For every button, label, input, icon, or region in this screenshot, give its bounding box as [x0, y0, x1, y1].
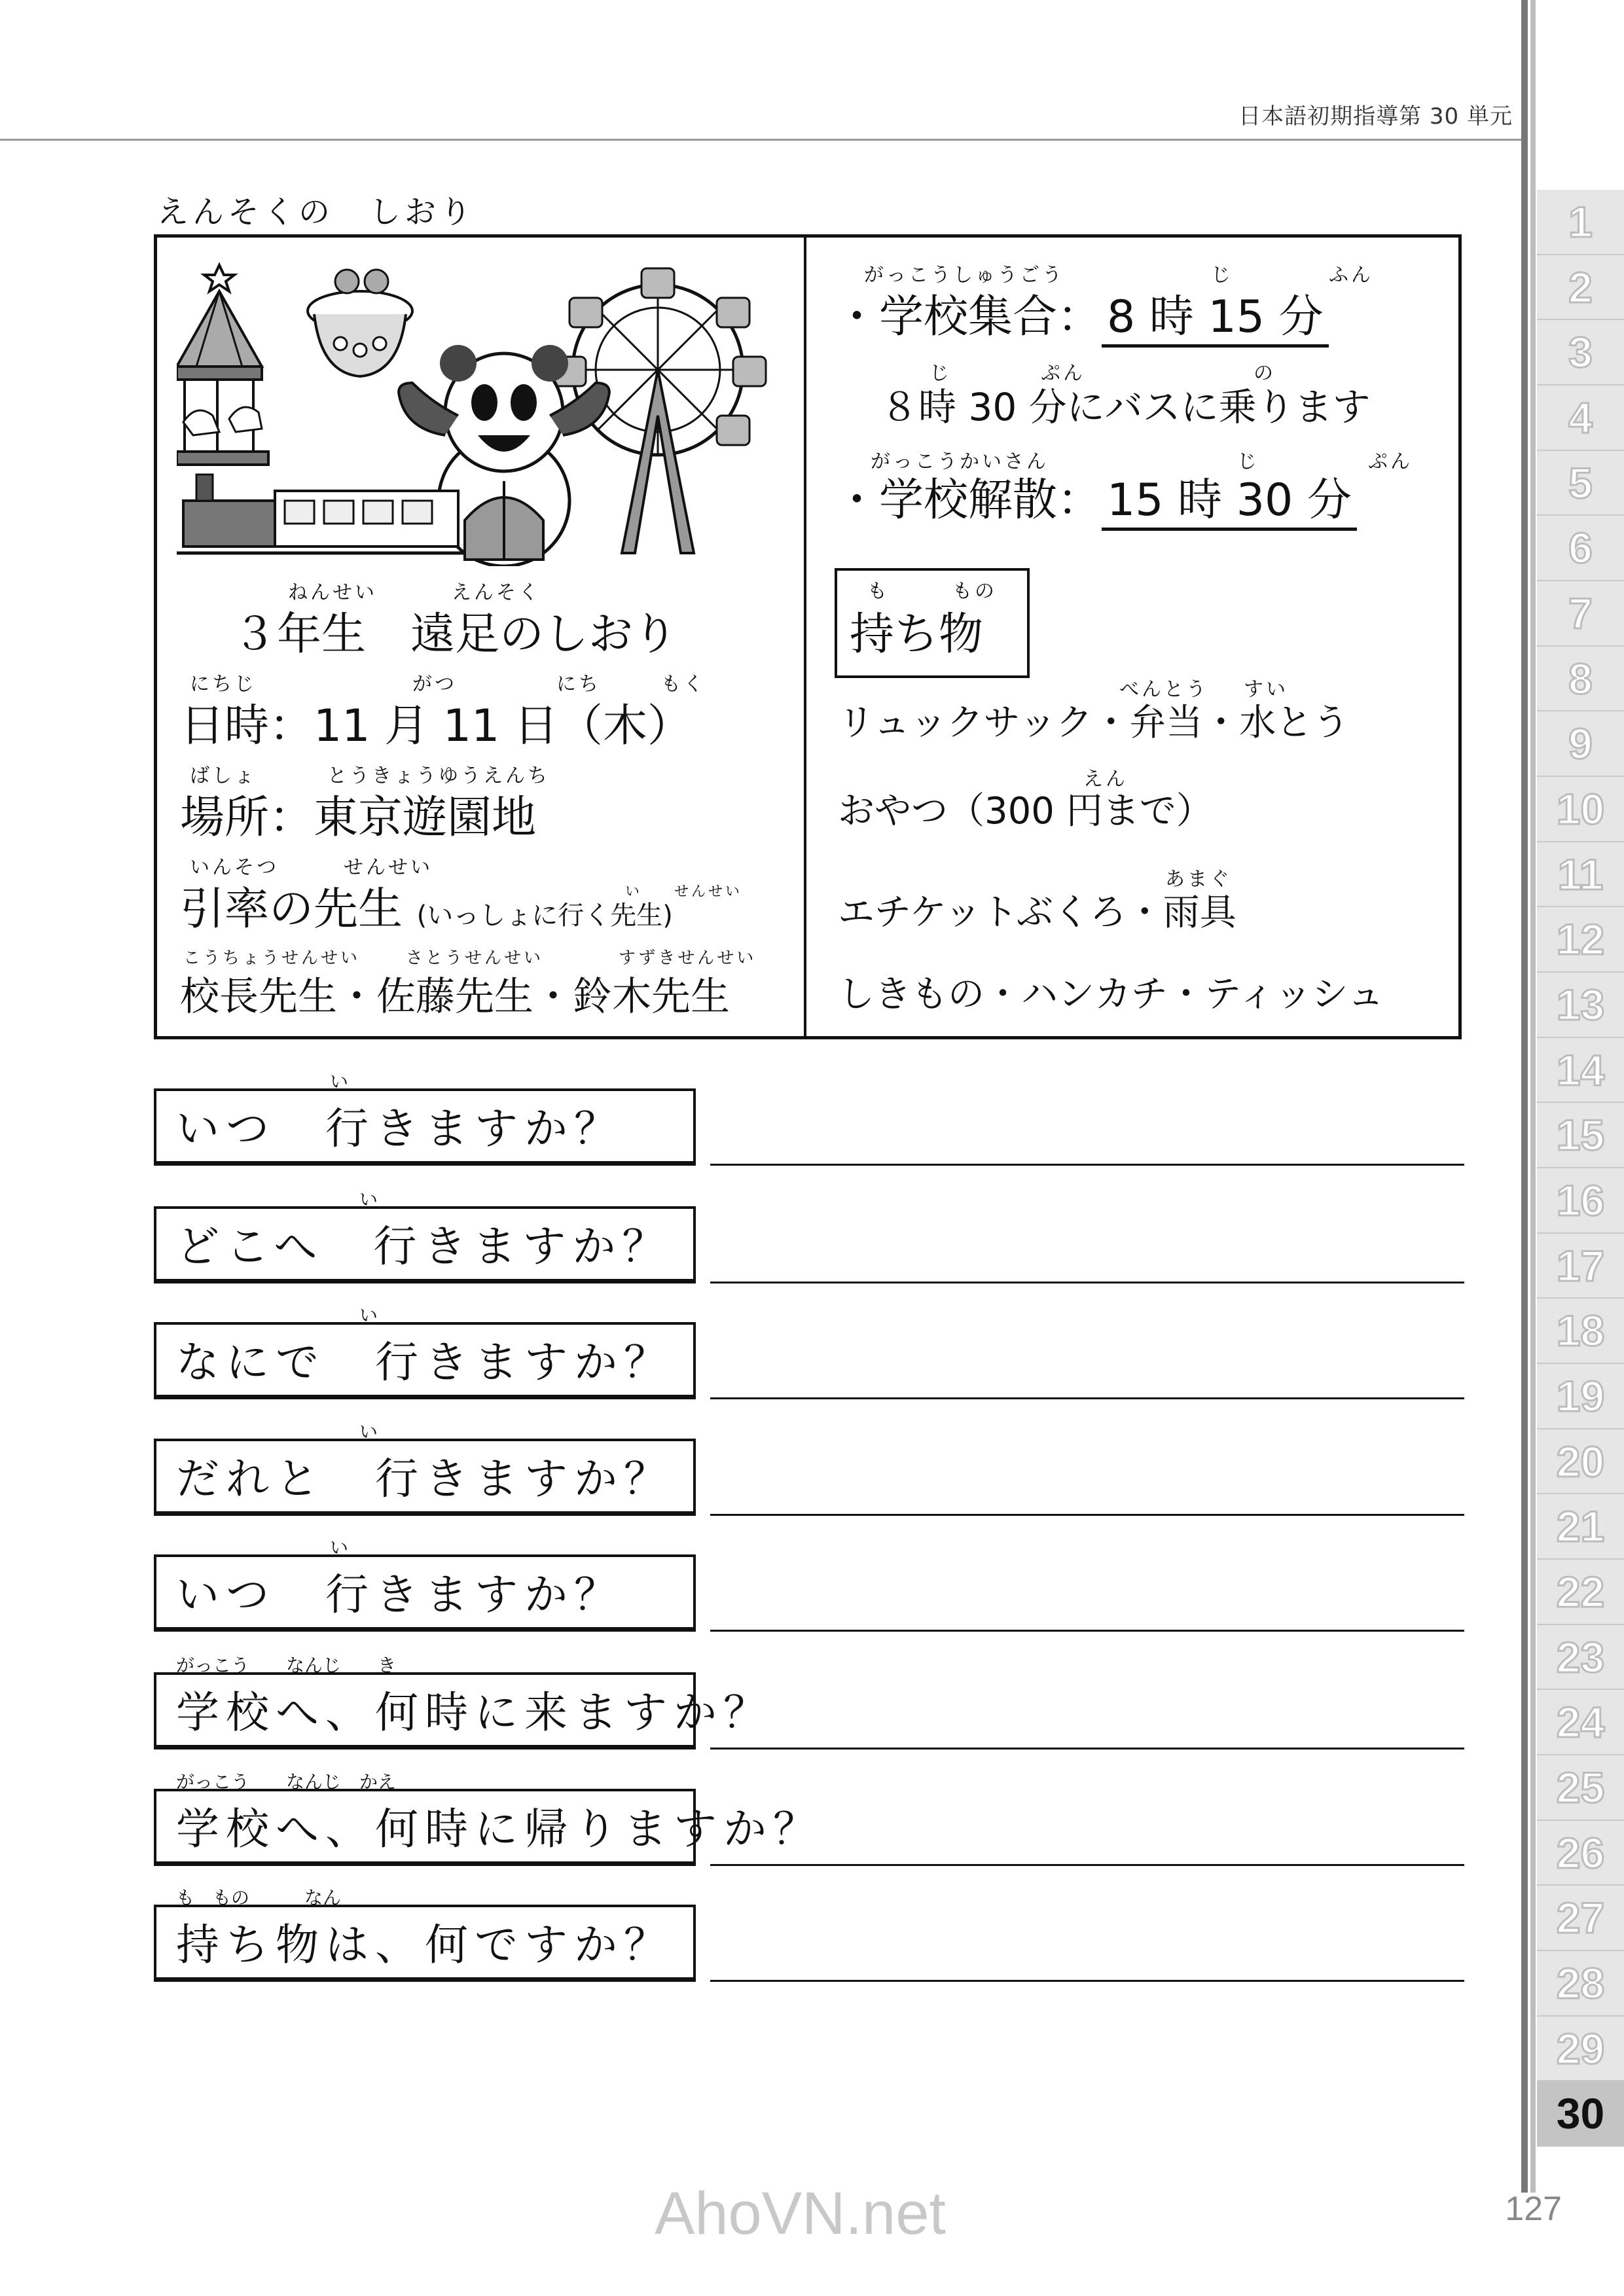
ruby: こうちょうせんせい [183, 948, 361, 968]
unit-tab: 30 [1537, 2081, 1624, 2145]
question-ruby: い [359, 1304, 378, 1326]
ruby: えんそく [452, 581, 541, 604]
question-box [154, 1771, 823, 1866]
ruby: えん [1083, 768, 1128, 791]
question-ruby: がっこう なんじ かえ [176, 1771, 397, 1793]
teachers-note: (いっしょに行く先生) [416, 901, 673, 931]
unit-tab: 14 [1537, 1038, 1624, 1102]
teacher-names: 校長先生・佐藤先生・鈴木先生 [180, 974, 730, 1020]
ruby: い [625, 884, 643, 900]
train-icon [177, 475, 465, 553]
question-box [154, 1189, 696, 1283]
question-ruby: い [359, 1421, 378, 1443]
unit-tab: 2 [1537, 255, 1624, 319]
ruby: ばしょ [190, 764, 257, 787]
ruby: にち [556, 673, 601, 696]
ruby: すずきせんせい [619, 948, 757, 968]
margin-rule [1521, 0, 1528, 2193]
question-text: いつ 行きますか？ [176, 1103, 624, 1154]
ruby: せんせい [674, 884, 743, 900]
unit-tab: 20 [1537, 1429, 1624, 1494]
trip-place: 場所：東京遊園地 [180, 792, 537, 844]
belongings-item: おやつ（300 円まで） [838, 790, 1213, 833]
ruby: がつ [412, 673, 457, 696]
bus-departure: ８時 30 分にバスに乗ります [880, 385, 1371, 429]
question-text: どこへ 行きますか？ [176, 1221, 672, 1272]
unit-tab: 27 [1537, 1886, 1624, 1950]
unit-tab: 5 [1537, 451, 1624, 515]
unit-tab: 16 [1537, 1168, 1624, 1232]
teachers-label [180, 874, 673, 937]
unit-tab: 10 [1537, 777, 1624, 841]
question-ruby: も もの なん [176, 1887, 342, 1909]
amusement-park-illustration [177, 252, 792, 566]
unit-tab: 25 [1537, 1755, 1624, 1820]
ruby: じ [1211, 264, 1233, 287]
answer-line[interactable] [710, 1397, 1464, 1399]
question-text: いつ 行きますか？ [176, 1570, 624, 1620]
ruby: せんせい [344, 856, 433, 879]
belongings-item: エチケットぶくろ・雨具 [838, 891, 1236, 934]
unit-tab: 1 [1537, 190, 1624, 254]
unit-tab: 12 [1537, 907, 1624, 971]
ruby: べんとう [1119, 678, 1208, 701]
ruby: ねんせい [288, 581, 377, 604]
ruby: もく [661, 673, 706, 696]
box-divider [804, 234, 806, 1039]
answer-line[interactable] [710, 1514, 1464, 1516]
ruby: あまぐ [1165, 868, 1232, 891]
gather-label: ・学校集合： [835, 291, 1102, 343]
question-ruby: がっこう なんじ き [176, 1655, 397, 1676]
unit-tab: 29 [1537, 2017, 1624, 2081]
answer-line[interactable] [710, 1164, 1464, 1166]
question-ruby: い [330, 1071, 349, 1092]
ruby: とうきょうゆうえんち [327, 764, 550, 787]
gather-time-row [835, 281, 1329, 345]
question-ruby: い [359, 1189, 378, 1210]
unit-tab: 3 [1537, 320, 1624, 384]
question-ruby: い [330, 1537, 349, 1558]
dismiss-time-row [835, 465, 1357, 528]
answer-line[interactable] [710, 1748, 1464, 1749]
unit-tab: 15 [1537, 1103, 1624, 1167]
guide-title: ３年生 遠足のしおり [232, 609, 678, 660]
belongings-item: リュックサック・弁当・水とう [838, 702, 1350, 744]
unit-tab: 18 [1537, 1299, 1624, 1363]
dismiss-label: ・学校解散： [835, 475, 1102, 526]
unit-tab: 8 [1537, 647, 1624, 711]
ruby: すい [1244, 678, 1288, 701]
margin-rule-light [1530, 0, 1536, 2193]
ruby: にちじ [190, 673, 257, 696]
ruby: じ [929, 362, 952, 385]
ruby: さとうせんせい [406, 948, 544, 968]
unit-tab: 28 [1537, 1951, 1624, 2015]
answer-line[interactable] [710, 1980, 1464, 1982]
ruby: いんそつ [190, 856, 279, 879]
unit-tab: 21 [1537, 1494, 1624, 1558]
ruby: ぷん [1041, 362, 1085, 385]
question-text: だれと 行きますか？ [176, 1454, 674, 1504]
answer-line[interactable] [710, 1630, 1464, 1632]
belongings-title: 持ち物 [850, 609, 984, 660]
unit-tab: 17 [1537, 1234, 1624, 1298]
ruby: じ [1237, 450, 1259, 473]
answer-line[interactable] [710, 1282, 1464, 1283]
answer-line[interactable] [710, 1864, 1464, 1866]
unit-tab: 6 [1537, 516, 1624, 580]
question-box [154, 1071, 696, 1166]
unit-tab: 22 [1537, 1560, 1624, 1624]
unit-tab: 9 [1537, 711, 1624, 776]
carousel-icon [177, 265, 268, 465]
page-number: 127 [1505, 2190, 1562, 2228]
ruby: ぷん [1368, 450, 1413, 473]
question-box [154, 1537, 696, 1632]
ruby: の [1254, 362, 1276, 385]
ruby: もの [952, 580, 997, 603]
unit-tab: 26 [1537, 1821, 1624, 1885]
unit-tab: 11 [1537, 842, 1624, 906]
question-text: 持ち物は、何ですか？ [176, 1920, 674, 1970]
unit-tab: 4 [1537, 386, 1624, 450]
unit-index-sidebar [1537, 190, 1624, 2147]
watermark: AhoVN.net [655, 2180, 946, 2247]
belongings-item: しきもの・ハンカチ・ティッシュ [838, 973, 1384, 1016]
unit-tab: 23 [1537, 1625, 1624, 1689]
question-box [154, 1887, 696, 1982]
unit-tab: 24 [1537, 1690, 1624, 1754]
ruby: ふん [1329, 264, 1373, 287]
question-box [154, 1421, 696, 1516]
question-box [154, 1655, 773, 1749]
question-text: なにで 行きますか？ [176, 1337, 674, 1388]
ruby: も [867, 580, 890, 603]
unit-header: 日本語初期指導第 30 単元 [1238, 103, 1513, 130]
teacup-ride-icon [308, 270, 412, 376]
question-box [154, 1304, 696, 1399]
teachers-label-text: 引率の先生 [180, 884, 403, 935]
ruby: がっこうかいさん [871, 450, 1049, 473]
header-rule [0, 139, 1525, 141]
ruby: がっこうしゅうごう [864, 264, 1064, 287]
unit-tab: 7 [1537, 581, 1624, 645]
question-text: 学校へ、何時に帰りますか？ [176, 1804, 823, 1854]
question-text: 学校へ、何時に来ますか？ [176, 1687, 773, 1738]
dismiss-time: 15 時 30 分 [1102, 475, 1357, 531]
trip-date: 日時：11 月 11 日（木） [180, 700, 692, 752]
worksheet-subtitle: えんそくの しおり [157, 194, 476, 230]
gather-time: 8 時 15 分 [1102, 291, 1329, 348]
unit-tab: 13 [1537, 973, 1624, 1037]
unit-tab: 19 [1537, 1364, 1624, 1428]
